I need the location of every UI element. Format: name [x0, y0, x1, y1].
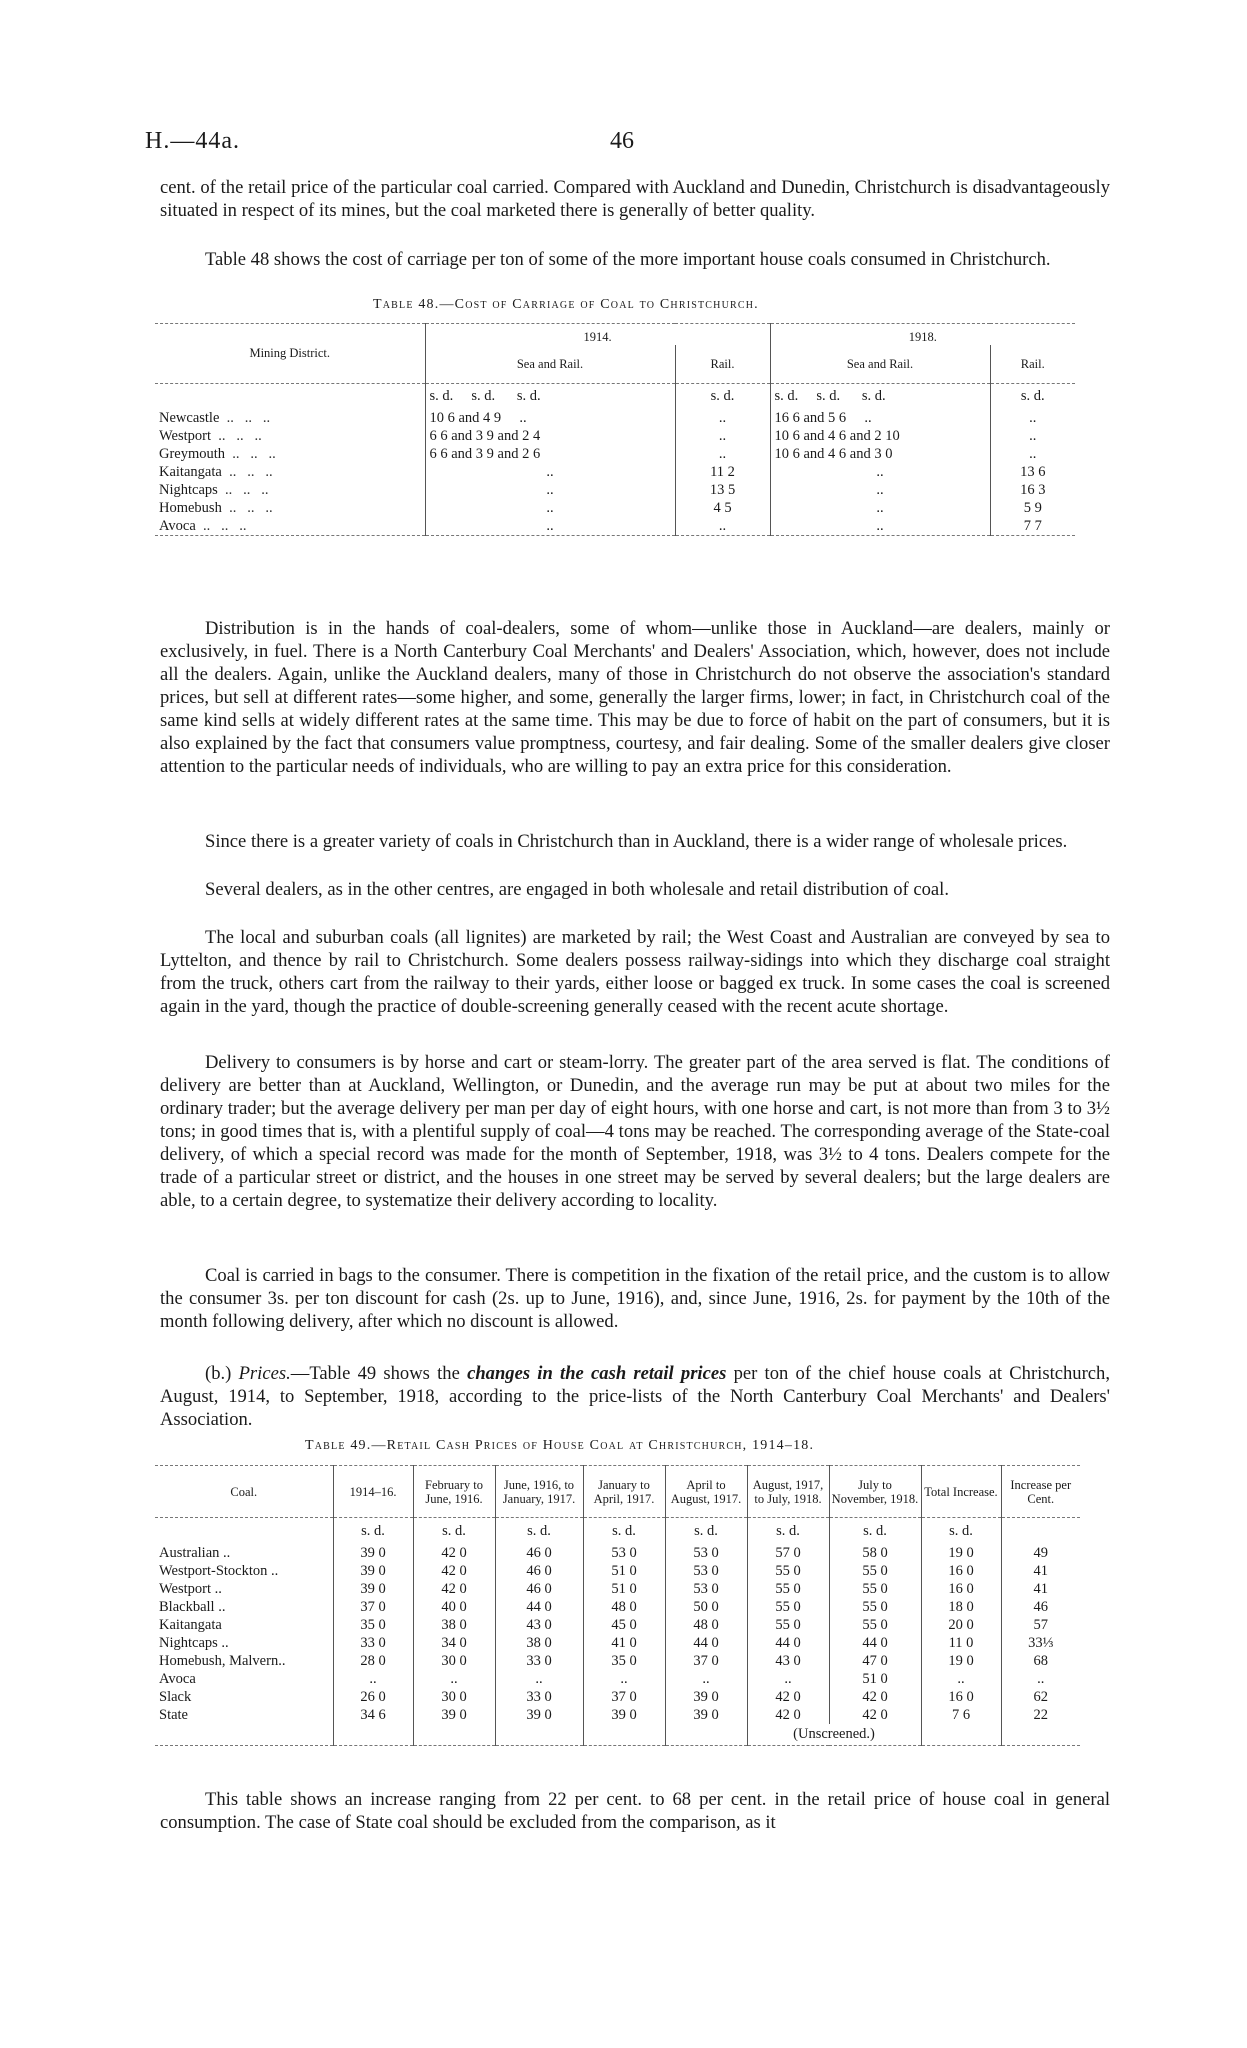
price-cell: 33 0 [333, 1634, 413, 1652]
cell: 6 6 and 3 9 and 2 4 [425, 427, 675, 445]
district-name: Westport .. .. .. [159, 428, 262, 444]
price-cell: 37 0 [333, 1598, 413, 1616]
table-row [155, 481, 1075, 499]
price-cell: 55 0 [829, 1598, 921, 1616]
price-cell: 7 6 [921, 1706, 1001, 1724]
cell: 10 6 and 4 9 .. [425, 409, 675, 427]
price-cell: 33 0 [495, 1688, 583, 1706]
price-cell: 43 0 [747, 1652, 829, 1670]
paragraph: (b.) Prices.—Table 49 shows the changes in the cash retail prices per ton of the chief house coals at Christchurch, August, 1914, to September, 1918, according to the price-lists of the North Canterbury Coal Merchants' and Dealers' Association. [160, 1363, 1110, 1430]
price-cell: 46 0 [495, 1580, 583, 1598]
coal-name: Westport .. [159, 1580, 222, 1597]
paragraph: Coal is carried in bags to the consumer. There is competition in the fixation of the retail price, and the custom is to allow the consumer 3s. per ton discount for cash (2s. up to June, 1916), and, since June, 1916, 2s. for payment by the 10th of the month following delivery, after which no discount is allowed. [160, 1265, 1110, 1332]
header-cell: Coal. [230, 1484, 258, 1499]
paragraph: Delivery to consumers is by horse and cart or steam-lorry. The greater part of the area served is flat. The conditions of delivery are better than at Auckland, Wellington, or Dunedin, and the average run may be put at about two miles for the ordinary trader; but the average delivery per man per day of eight hours, with one horse and cart, is not more than from 3 to 3½ tons; in good times that is, with a plentiful supply of coal—4 tons may be reached. The corresponding average of the State-coal delivery, of which a special record was made for the month of September, 1918, was 3½ to 4 tons. Dealers compete for the trade of a particular street or district, and the houses in one street may be served by several dealers; but the large dealers are able, to a certain degree, to systematize their delivery according to locality. [160, 1052, 1110, 1211]
table48-header-sea-rail: Sea and Rail. [770, 345, 990, 383]
unscreened-note: (Unscreened.) [747, 1724, 921, 1746]
table-row [155, 445, 1075, 463]
price-cell: 19 0 [921, 1544, 1001, 1562]
price-cell: 55 0 [747, 1616, 829, 1634]
price-cell: 47 0 [829, 1652, 921, 1670]
cell: 11 2 [675, 463, 770, 481]
cell: 16 3 [990, 481, 1075, 499]
unit-label: s. d. [747, 1518, 829, 1544]
table48-caption: Table 48.—Cost of Carriage of Coal to Christchurch. [373, 297, 759, 312]
price-cell: 42 0 [747, 1706, 829, 1724]
cell: .. [675, 409, 770, 427]
price-cell: 42 0 [829, 1706, 921, 1724]
table-row [155, 1544, 1080, 1562]
percent-cell: 62 [1001, 1688, 1080, 1706]
cell: .. [770, 463, 990, 481]
price-cell: 30 0 [413, 1688, 495, 1706]
price-cell: 57 0 [747, 1544, 829, 1562]
price-cell: 16 0 [921, 1562, 1001, 1580]
table48-header-1914: 1914. [425, 324, 770, 346]
percent-cell: 41 [1001, 1580, 1080, 1598]
table-row [155, 1562, 1080, 1580]
price-cell: 51 0 [583, 1562, 665, 1580]
price-cell: 39 0 [333, 1580, 413, 1598]
price-cell: 39 0 [665, 1706, 747, 1724]
paragraph: This table shows an increase ranging from 22 per cent. to 68 per cent. in the retail price of house coal in general consumption. The case of State coal should be excluded from the comparison, as it [160, 1789, 1110, 1833]
cell: 6 6 and 3 9 and 2 6 [425, 445, 675, 463]
unit-label: s. d. [333, 1518, 413, 1544]
paragraph: Table 48 shows the cost of carriage per ton of some of the more important house coals consumed in Christchurch. [205, 249, 1051, 270]
price-cell: 53 0 [583, 1544, 665, 1562]
price-cell: 37 0 [665, 1652, 747, 1670]
price-cell: 16 0 [921, 1580, 1001, 1598]
price-cell: 53 0 [665, 1544, 747, 1562]
unit-label: s. d. [665, 1518, 747, 1544]
district-name: Avoca .. .. .. [159, 518, 247, 534]
price-cell: 55 0 [829, 1580, 921, 1598]
price-cell: 38 0 [495, 1634, 583, 1652]
header-cell: January to April, 1917. [583, 1466, 665, 1518]
price-cell: 55 0 [747, 1562, 829, 1580]
price-cell: 33 0 [495, 1652, 583, 1670]
table-row [155, 1688, 1080, 1706]
cell: .. [990, 409, 1075, 427]
percent-cell: 57 [1001, 1616, 1080, 1634]
price-cell: 55 0 [829, 1616, 921, 1634]
header-cell: February to June, 1916. [413, 1466, 495, 1518]
paragraph: Several dealers, as in the other centres, are engaged in both wholesale and retail distribution of coal. [205, 879, 949, 900]
cell: .. [770, 517, 990, 536]
header-cell: Total Increase. [921, 1466, 1001, 1518]
table-row [155, 1706, 1080, 1724]
coal-name: Westport-Stockton .. [159, 1562, 279, 1579]
price-cell: 48 0 [583, 1598, 665, 1616]
price-cell: .. [921, 1670, 1001, 1688]
header-cell: Increase per Cent. [1001, 1466, 1080, 1518]
coal-name: Kaitangata [159, 1616, 222, 1633]
coal-name: Homebush, Malvern.. [159, 1652, 286, 1669]
district-name: Greymouth .. .. .. [159, 446, 276, 462]
price-cell: .. [583, 1670, 665, 1688]
cell: 4 5 [675, 499, 770, 517]
cell: .. [675, 445, 770, 463]
table48-header-rail: Rail. [675, 345, 770, 383]
price-cell: 51 0 [829, 1670, 921, 1688]
coal-name: Australian .. [159, 1544, 231, 1561]
cell: .. [770, 481, 990, 499]
price-cell: 45 0 [583, 1616, 665, 1634]
price-cell: .. [665, 1670, 747, 1688]
table-row [155, 499, 1075, 517]
table49-caption: Table 49.—Retail Cash Prices of House Coal at Christchurch, 1914–18. [305, 1438, 815, 1453]
price-cell: 50 0 [665, 1598, 747, 1616]
price-cell: 43 0 [495, 1616, 583, 1634]
header-cell: April to August, 1917. [665, 1466, 747, 1518]
price-cell: 53 0 [665, 1580, 747, 1598]
table48-header-rail: Rail. [990, 345, 1075, 383]
table-row [155, 1616, 1080, 1634]
table-row [155, 427, 1075, 445]
cell: 10 6 and 4 6 and 3 0 [770, 445, 990, 463]
price-cell: 44 0 [665, 1634, 747, 1652]
price-cell: 40 0 [413, 1598, 495, 1616]
table48-header-sea-rail: Sea and Rail. [425, 345, 675, 383]
price-cell: 35 0 [583, 1652, 665, 1670]
coal-name: Nightcaps .. [159, 1634, 229, 1651]
table-row [155, 1580, 1080, 1598]
price-cell: .. [333, 1670, 413, 1688]
paragraph: cent. of the retail price of the particular coal carried. Compared with Auckland and Dunedin, Christchurch is disadvantageously situated in respect of its mines, but the coal marketed there is generally of better quality. [160, 177, 1110, 221]
table49-body [155, 1544, 1080, 1724]
paragraph: Since there is a greater variety of coals in Christchurch than in Auckland, there is a wider range of wholesale prices. [205, 831, 1068, 852]
price-cell: 16 0 [921, 1688, 1001, 1706]
table-row [155, 517, 1075, 536]
page-number: 46 [610, 128, 634, 154]
cell: .. [425, 499, 675, 517]
price-cell: 55 0 [747, 1580, 829, 1598]
table-row [155, 463, 1075, 481]
price-cell: 39 0 [333, 1544, 413, 1562]
table-row [155, 1598, 1080, 1616]
cell: 10 6 and 4 6 and 2 10 [770, 427, 990, 445]
price-cell: 19 0 [921, 1652, 1001, 1670]
unit-label: s. d. s. d. s. d. [770, 383, 990, 409]
price-cell: 41 0 [583, 1634, 665, 1652]
price-cell: 34 6 [333, 1706, 413, 1724]
price-cell: 39 0 [583, 1706, 665, 1724]
cell: 7 7 [990, 517, 1075, 536]
paragraph: Distribution is in the hands of coal-dealers, some of whom—unlike those in Auckland—are dealers, mainly or exclusively, in fuel. There is a North Canterbury Coal Merchants' and Dealers' Association, which, however, does not include all the dealers. Again, unlike the Auckland dealers, many of those in Christchurch do not observe the association's standard prices, but sell at different rates—some higher, and some, generally the larger firms, lower; in fact, in Christchurch coal of the same kind sells at widely different rates at the same time. This may be due to force of habit on the part of consumers, but it is also explained by the fact that consumers value promptness, courtesy, and fair dealing. Some of the smaller dealers give closer attention to the particular needs of individuals, who are willing to pay an extra price for this consideration. [160, 618, 1110, 777]
header-cell: June, 1916, to January, 1917. [495, 1466, 583, 1518]
cell: 5 9 [990, 499, 1075, 517]
price-cell: 11 0 [921, 1634, 1001, 1652]
price-cell: .. [413, 1670, 495, 1688]
price-cell: 42 0 [747, 1688, 829, 1706]
cell: 13 5 [675, 481, 770, 499]
unit-label: s. d. [990, 383, 1075, 409]
cell: 16 6 and 5 6 .. [770, 409, 990, 427]
table49 [155, 1465, 1080, 1746]
unit-label: s. d. s. d. s. d. [425, 383, 675, 409]
table-row [155, 409, 1075, 427]
percent-cell: 68 [1001, 1652, 1080, 1670]
unit-label: s. d. [921, 1518, 1001, 1544]
coal-name: Avoca [159, 1670, 196, 1687]
cell: 13 6 [990, 463, 1075, 481]
district-name: Nightcaps .. .. .. [159, 482, 269, 498]
price-cell: 39 0 [495, 1706, 583, 1724]
district-name: Homebush .. .. .. [159, 500, 273, 516]
price-cell: .. [747, 1670, 829, 1688]
percent-cell: 33⅓ [1001, 1634, 1080, 1652]
price-cell: 51 0 [583, 1580, 665, 1598]
header-cell: July to November, 1918. [829, 1466, 921, 1518]
district-name: Kaitangata .. .. .. [159, 464, 273, 480]
unit-label: s. d. [583, 1518, 665, 1544]
table-row [155, 1670, 1080, 1688]
cell: .. [425, 463, 675, 481]
paragraph: The local and suburban coals (all lignites) are marketed by rail; the West Coast and Australian are conveyed by sea to Lyttelton, and thence by rail to Christchurch. Some dealers possess railway-sidings into which they discharge coal straight from the truck, others cart from the railway to their yards, either loose or bagged ex truck. In some cases the coal is screened again in the yard, though the practice of double-screening generally ceased with the recent acute shortage. [160, 927, 1110, 1017]
price-cell: 55 0 [829, 1562, 921, 1580]
cell: .. [675, 427, 770, 445]
table48-header-1918: 1918. [770, 324, 1075, 346]
price-cell: 18 0 [921, 1598, 1001, 1616]
price-cell: 46 0 [495, 1544, 583, 1562]
price-cell: 34 0 [413, 1634, 495, 1652]
price-cell: 39 0 [413, 1706, 495, 1724]
price-cell: 42 0 [413, 1580, 495, 1598]
price-cell: 44 0 [495, 1598, 583, 1616]
document-reference: H.—44a. [145, 128, 240, 154]
price-cell: 26 0 [333, 1688, 413, 1706]
cell: .. [425, 517, 675, 536]
price-cell: 37 0 [583, 1688, 665, 1706]
percent-cell: 49 [1001, 1544, 1080, 1562]
header-cell: 1914–16. [333, 1466, 413, 1518]
coal-name: Slack [159, 1688, 192, 1705]
cell: .. [675, 517, 770, 536]
coal-name: State [159, 1706, 188, 1723]
price-cell: 58 0 [829, 1544, 921, 1562]
price-cell: 55 0 [747, 1598, 829, 1616]
unit-label: s. d. [413, 1518, 495, 1544]
price-cell: 38 0 [413, 1616, 495, 1634]
district-name: Newcastle .. .. .. [159, 410, 271, 426]
unit-label: s. d. [675, 383, 770, 409]
price-cell: 39 0 [665, 1688, 747, 1706]
price-cell: .. [495, 1670, 583, 1688]
price-cell: 39 0 [333, 1562, 413, 1580]
coal-name: Blackball .. [159, 1598, 226, 1615]
unit-label: s. d. [829, 1518, 921, 1544]
price-cell: 20 0 [921, 1616, 1001, 1634]
table48 [155, 323, 1075, 536]
price-cell: 42 0 [829, 1688, 921, 1706]
price-cell: 48 0 [665, 1616, 747, 1634]
cell: .. [425, 481, 675, 499]
price-cell: 30 0 [413, 1652, 495, 1670]
price-cell: 42 0 [413, 1562, 495, 1580]
cell: .. [770, 499, 990, 517]
percent-cell: .. [1001, 1670, 1080, 1688]
price-cell: 42 0 [413, 1544, 495, 1562]
percent-cell: 46 [1001, 1598, 1080, 1616]
table48-header-district: Mining District. [249, 346, 331, 361]
cell: .. [990, 427, 1075, 445]
table-row [155, 1652, 1080, 1670]
unit-label: s. d. [495, 1518, 583, 1544]
price-cell: 28 0 [333, 1652, 413, 1670]
price-cell: 44 0 [747, 1634, 829, 1652]
percent-cell: 41 [1001, 1562, 1080, 1580]
price-cell: 35 0 [333, 1616, 413, 1634]
cell: .. [990, 445, 1075, 463]
price-cell: 53 0 [665, 1562, 747, 1580]
price-cell: 44 0 [829, 1634, 921, 1652]
header-cell: August, 1917, to July, 1918. [747, 1466, 829, 1518]
table-row [155, 1634, 1080, 1652]
percent-cell: 22 [1001, 1706, 1080, 1724]
price-cell: 46 0 [495, 1562, 583, 1580]
